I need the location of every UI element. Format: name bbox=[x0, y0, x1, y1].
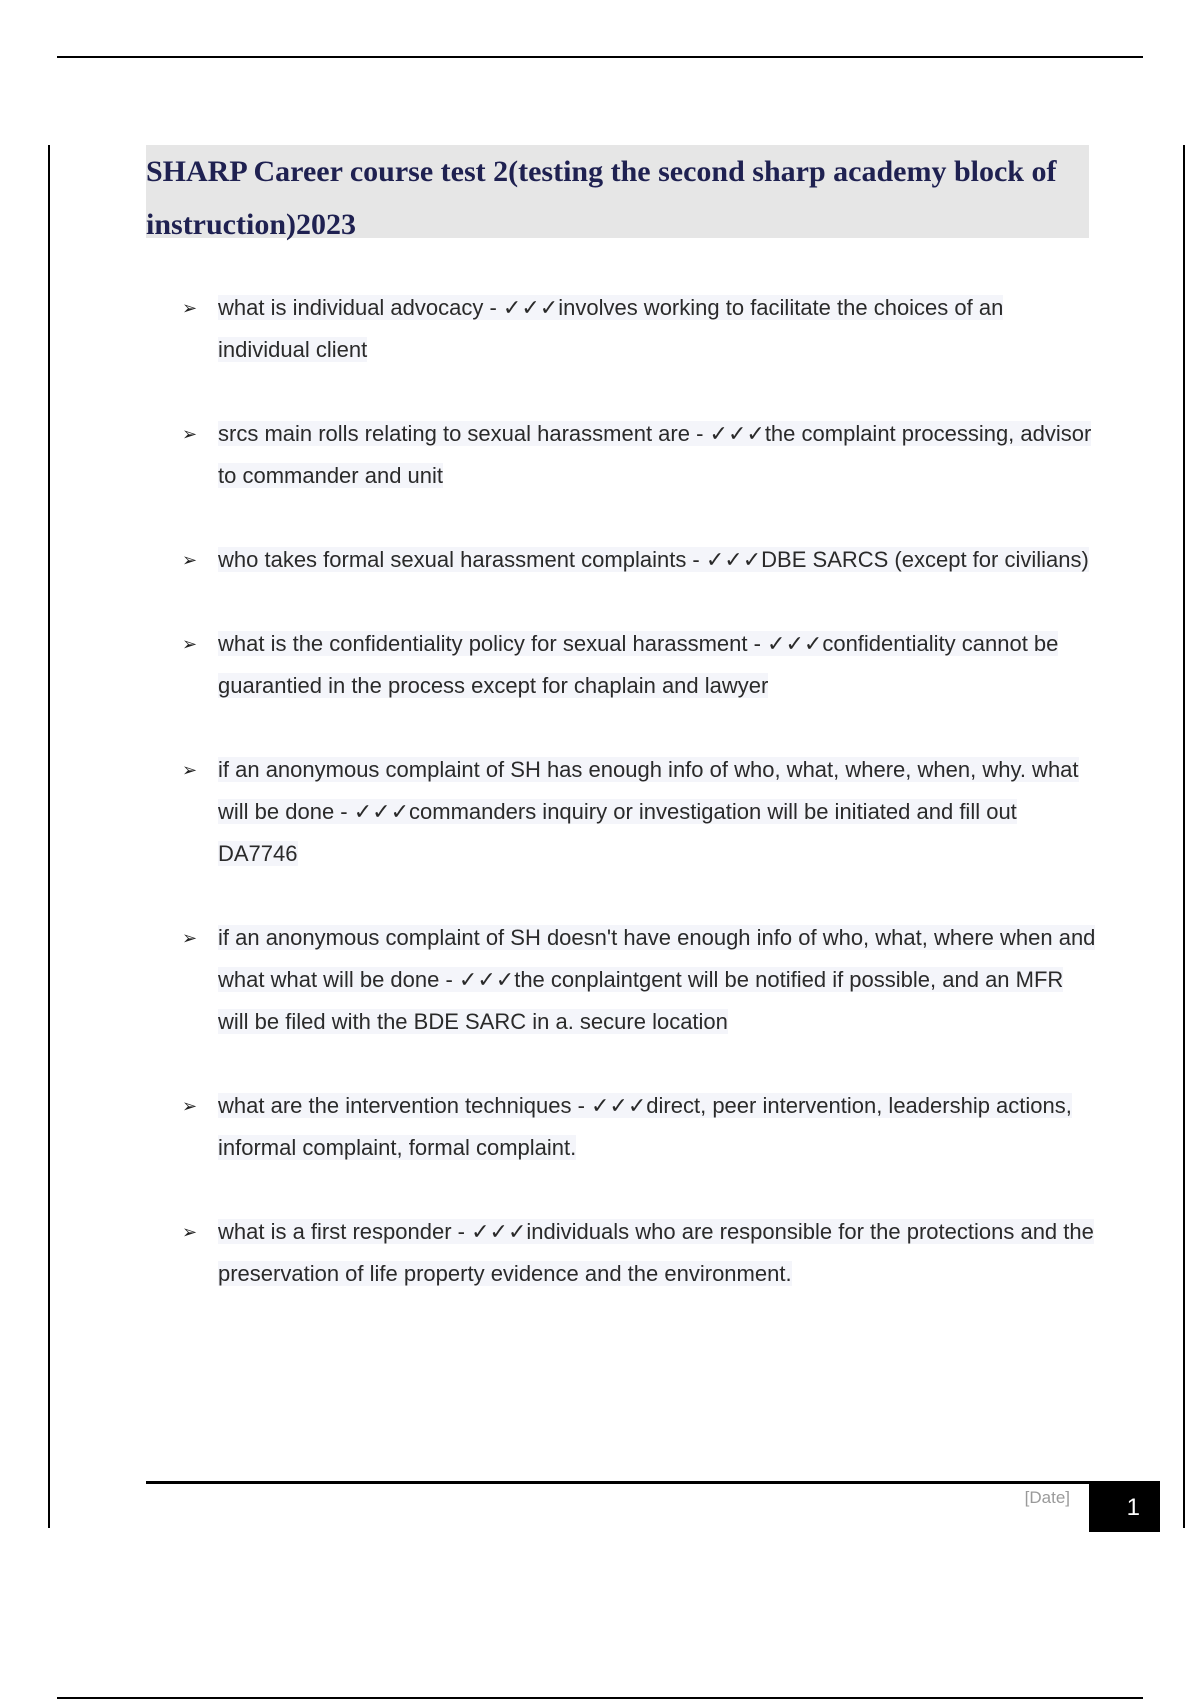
title-box bbox=[146, 145, 1089, 241]
qa-text: what is individual advocacy - ✓✓✓involves working to facilitate the choices of an individual client bbox=[218, 295, 1004, 362]
qa-item bbox=[178, 413, 1098, 497]
qa-text: what is a first responder - ✓✓✓individuals who are responsible for the protections and the preservation of life property evidence and the environment. bbox=[218, 1219, 1094, 1286]
page-number: 1 bbox=[1089, 1483, 1160, 1532]
arrow-bullet-icon: ➢ bbox=[182, 424, 198, 444]
page-border-right bbox=[1183, 145, 1185, 1528]
document-title: SHARP Career course test 2(testing the second sharp academy block of instruction)2023 bbox=[146, 155, 1057, 241]
arrow-bullet-icon: ➢ bbox=[182, 1096, 198, 1116]
arrow-bullet-icon: ➢ bbox=[182, 1222, 198, 1242]
arrow-bullet-icon: ➢ bbox=[182, 550, 198, 570]
qa-text: if an anonymous complaint of SH doesn't have enough info of who, what, where when and what what will be done - ✓✓✓the conplaintgent will be notified if possible, and an MFR will be filed with the BDE SARC in a. secure location bbox=[218, 925, 1096, 1034]
header-rule bbox=[57, 56, 1143, 58]
arrow-bullet-icon: ➢ bbox=[182, 928, 198, 948]
bottom-rule bbox=[57, 1697, 1143, 1699]
qa-item bbox=[178, 623, 1098, 707]
qa-item bbox=[178, 749, 1098, 875]
qa-item bbox=[178, 1085, 1098, 1169]
qa-text: who takes formal sexual harassment complaints - ✓✓✓DBE SARCS (except for civilians) bbox=[218, 547, 1089, 572]
qa-item bbox=[178, 1211, 1098, 1295]
qa-text: what is the confidentiality policy for sexual harassment - ✓✓✓confidentiality cannot be guarantied in the process except for chaplain and lawyer bbox=[218, 631, 1059, 698]
page-border-left bbox=[48, 145, 50, 1528]
qa-item bbox=[178, 287, 1098, 371]
qa-text: what are the intervention techniques - ✓✓✓direct, peer intervention, leadership actions, informal complaint, formal complaint. bbox=[218, 1093, 1072, 1160]
arrow-bullet-icon: ➢ bbox=[182, 760, 198, 780]
qa-item bbox=[178, 539, 1098, 581]
qa-item bbox=[178, 917, 1098, 1043]
arrow-bullet-icon: ➢ bbox=[182, 634, 198, 654]
qa-list bbox=[178, 287, 1098, 1295]
footer-date: [Date] bbox=[1024, 1488, 1070, 1507]
arrow-bullet-icon: ➢ bbox=[182, 298, 198, 318]
qa-text: if an anonymous complaint of SH has enough info of who, what, where, when, why. what will be done - ✓✓✓commanders inquiry or investigation will be initiated and fill out DA7746 bbox=[218, 757, 1079, 866]
qa-text: srcs main rolls relating to sexual harassment are - ✓✓✓the complaint processing, advisor to commander and unit bbox=[218, 421, 1092, 488]
footer-rule bbox=[146, 1481, 1160, 1484]
